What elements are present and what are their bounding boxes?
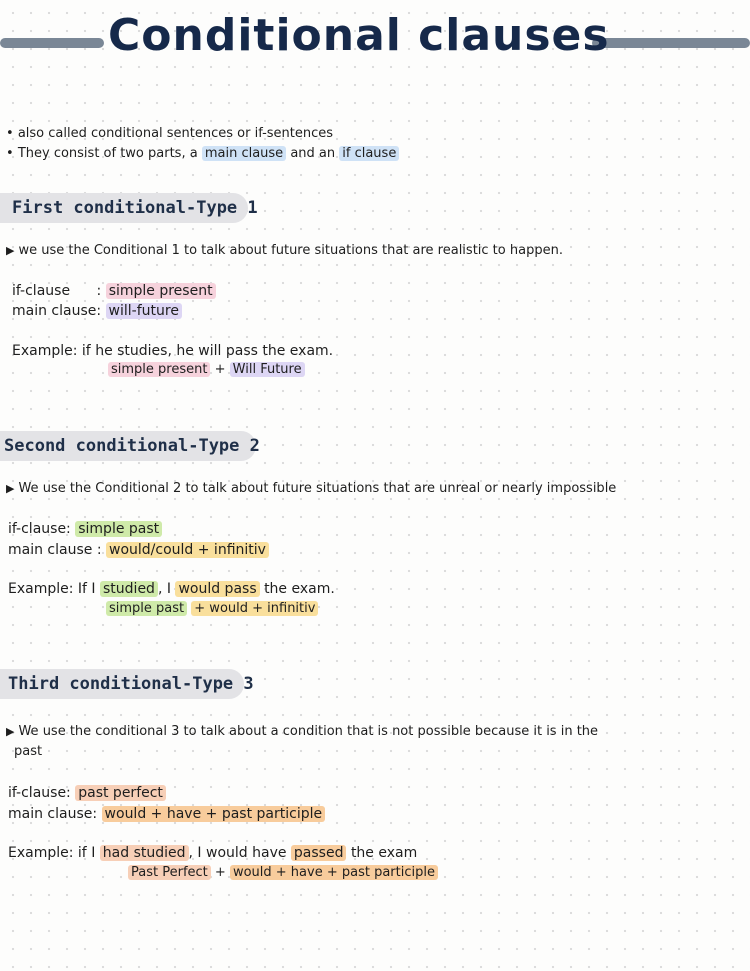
third-main-clause: main clause: would + have + past participle (8, 805, 325, 823)
third-description-line-2: past (14, 744, 43, 759)
third-example: Example: if I had studied , I would have passed the exam (8, 845, 418, 861)
triangle-bullet-icon: ▶ (6, 244, 15, 257)
simple-past-highlight: simple past (75, 521, 162, 537)
second-example: Example: If I studied , I would pass the exam. (8, 581, 335, 597)
triangle-bullet-icon: ▶ (6, 725, 15, 738)
would-have-highlight: would + have + past participle (102, 806, 326, 822)
third-example-note: Past Perfect + would + have + past participle (128, 864, 438, 882)
section-heading-second: Second conditional-Type 2 (0, 431, 256, 461)
past-perfect-highlight: past perfect (75, 785, 166, 801)
first-example: Example: if he studies, he will pass the exam. (12, 343, 334, 359)
if-clause-highlight: if clause (339, 146, 399, 161)
section-heading-third: Third conditional-Type 3 (0, 669, 244, 699)
will-future-highlight: will-future (106, 303, 182, 319)
would-could-highlight: would/could + infinitiv (106, 542, 269, 558)
triangle-bullet-icon: ▶ (6, 482, 15, 495)
title-right-bar (592, 38, 750, 48)
second-main-clause: main clause : would/could + infinitiv (8, 541, 269, 559)
first-main-clause: main clause: will-future (12, 302, 182, 320)
third-description-line-1: ▶ We use the conditional 3 to talk about a condition that is not possible because it is in the (6, 724, 599, 739)
title-left-bar (0, 38, 104, 48)
bullet-dot: • (6, 146, 18, 161)
simple-present-highlight: simple present (106, 283, 216, 299)
intro-line-1: • also called conditional sentences or if-sentences (6, 126, 334, 141)
main-clause-highlight: main clause (202, 146, 286, 161)
first-example-note: simple present + Will Future (108, 361, 305, 379)
bullet-dot: • (6, 126, 18, 141)
second-description: ▶ We use the Conditional 2 to talk about future situations that are unreal or nearly impossible (6, 481, 617, 496)
first-if-clause: if-clause : simple present (12, 282, 216, 300)
third-if-clause: if-clause: past perfect (8, 784, 166, 802)
section-heading-first: First conditional-Type 1 (0, 193, 248, 223)
first-description: ▶ we use the Conditional 1 to talk about future situations that are realistic to happen. (6, 243, 563, 258)
intro-line-2: • They consist of two parts, a main clause and an if clause (6, 145, 399, 163)
second-if-clause: if-clause: simple past (8, 520, 162, 538)
second-example-note: simple past + would + infinitiv (106, 600, 318, 618)
page-title: Conditional clauses (108, 10, 610, 61)
